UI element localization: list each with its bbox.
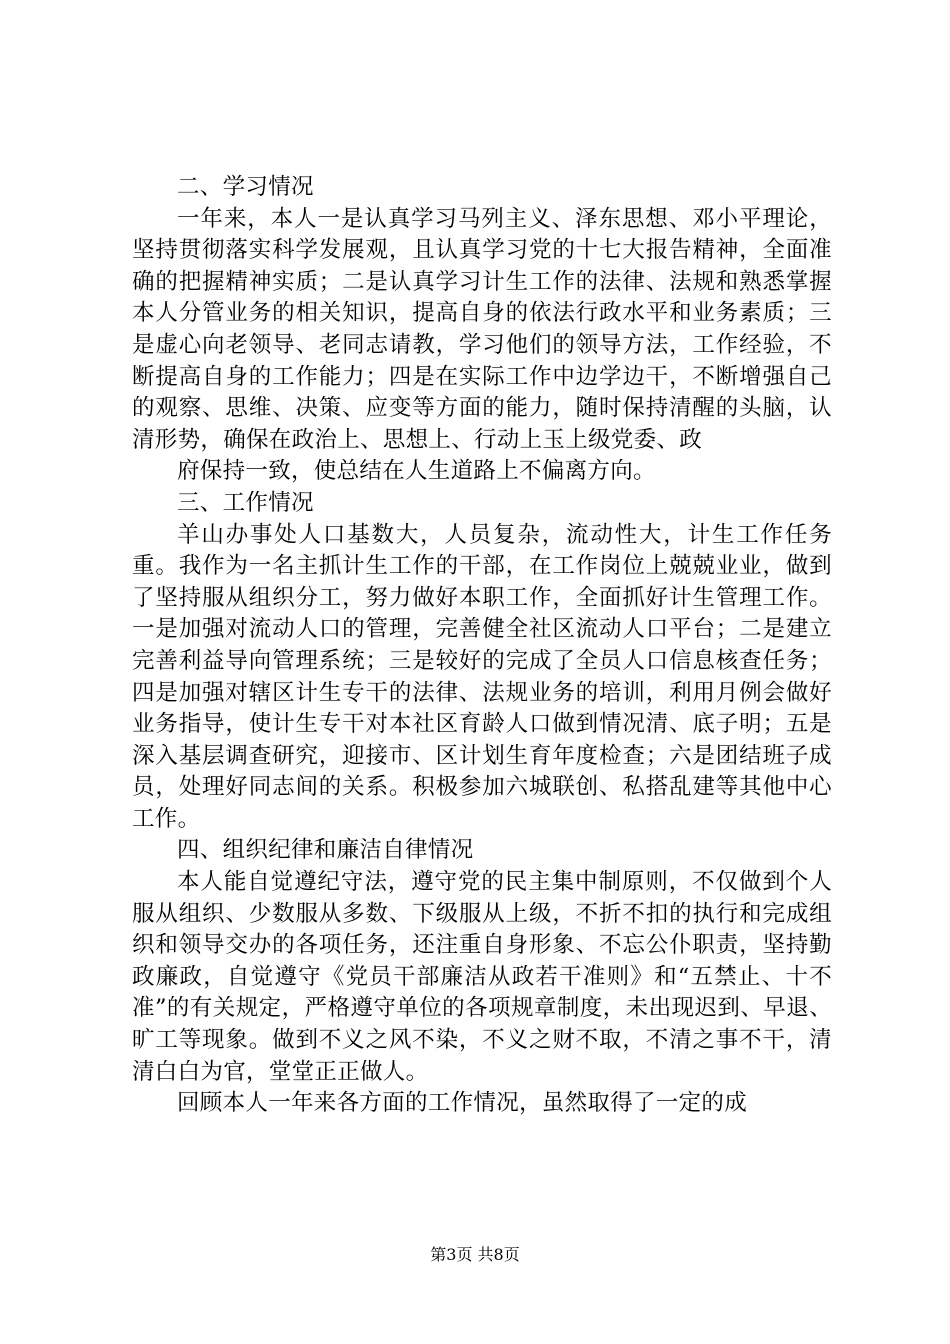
section-heading-study: 二、学习情况 xyxy=(177,174,314,200)
page-number: 第3页 xyxy=(430,1245,473,1264)
paragraph-work-body: 羊山办事处人口基数大，人员复杂，流动性大，计生工作任务重。我作为一名主抓计生工作的干部，在工作岗位上兢兢业业，做到了坚持服从组织分工，努力做好本职工作，全面抓好计生管理工作。一是加强对流动人口的管理，完善健全社区流动人口平台；二是建立完善利益导向管理系统；三是较好的完成了全员人口信息核查任务；四是加强对辖区计生专干的法律、法规业务的培训，利用月例会做好业务指导，使计生专干对本社区育龄人口做到情况清、底子明；五是深入基层调查研究，迎接市、区计划生育年度检查；六是团结班子成员，处理好同志间的关系。积极参加六城联创、私搭乱建等其他中心工作。 xyxy=(132,521,832,832)
paragraph-study-body: 一年来，本人一是认真学习马列主义、泽东思想、邓小平理论，坚持贯彻落实科学发展观，且认真学习党的十七大报告精神，全面准确的把握精神实质；二是认真学习计生工作的法律、法规和熟悉掌握本人分管业务的相关知识，提高自身的依法行政水平和业务素质；三是虚心向老领导、老同志请教，学习他们的领导方法，工作经验，不断提高自身的工作能力；四是在实际工作中边学边干，不断增强自己的观察、思维、决策、应变等方面的能力，随时保持清醒的头脑，认清形势，确保在政治上、思想上、行动上玉上级党委、政 xyxy=(132,205,832,453)
page-footer xyxy=(0,1245,950,1265)
paragraph-study-continued: 府保持一致，使总结在人生道路上不偏离方向。 xyxy=(177,458,656,485)
paragraph-review: 回顾本人一年来各方面的工作情况，虽然取得了一定的成 xyxy=(177,1090,748,1117)
section-heading-discipline: 四、组织纪律和廉洁自律情况 xyxy=(177,837,474,864)
paragraph-discipline-body: 本人能自觉遵纪守法，遵守党的民主集中制原则，不仅做到个人服从组织、少数服从多数、下级服从上级，不折不扣的执行和完成组织和领导交办的各项任务，还注重自身形象、不忘公仆职责，坚持勤政廉政，自觉遵守《党员干部廉洁从政若干准则》和“五禁止、十不准”的有关规定，严格遵守单位的各项规章制度，未出现迟到、早退、旷工等现象。做到不义之风不染，不义之财不取，不清之事不干，清清白白为官，堂堂正正做人。 xyxy=(132,869,832,1085)
document-body xyxy=(132,172,832,1120)
page-total: 共8页 xyxy=(477,1245,520,1264)
section-heading-work: 三、工作情况 xyxy=(177,489,314,516)
